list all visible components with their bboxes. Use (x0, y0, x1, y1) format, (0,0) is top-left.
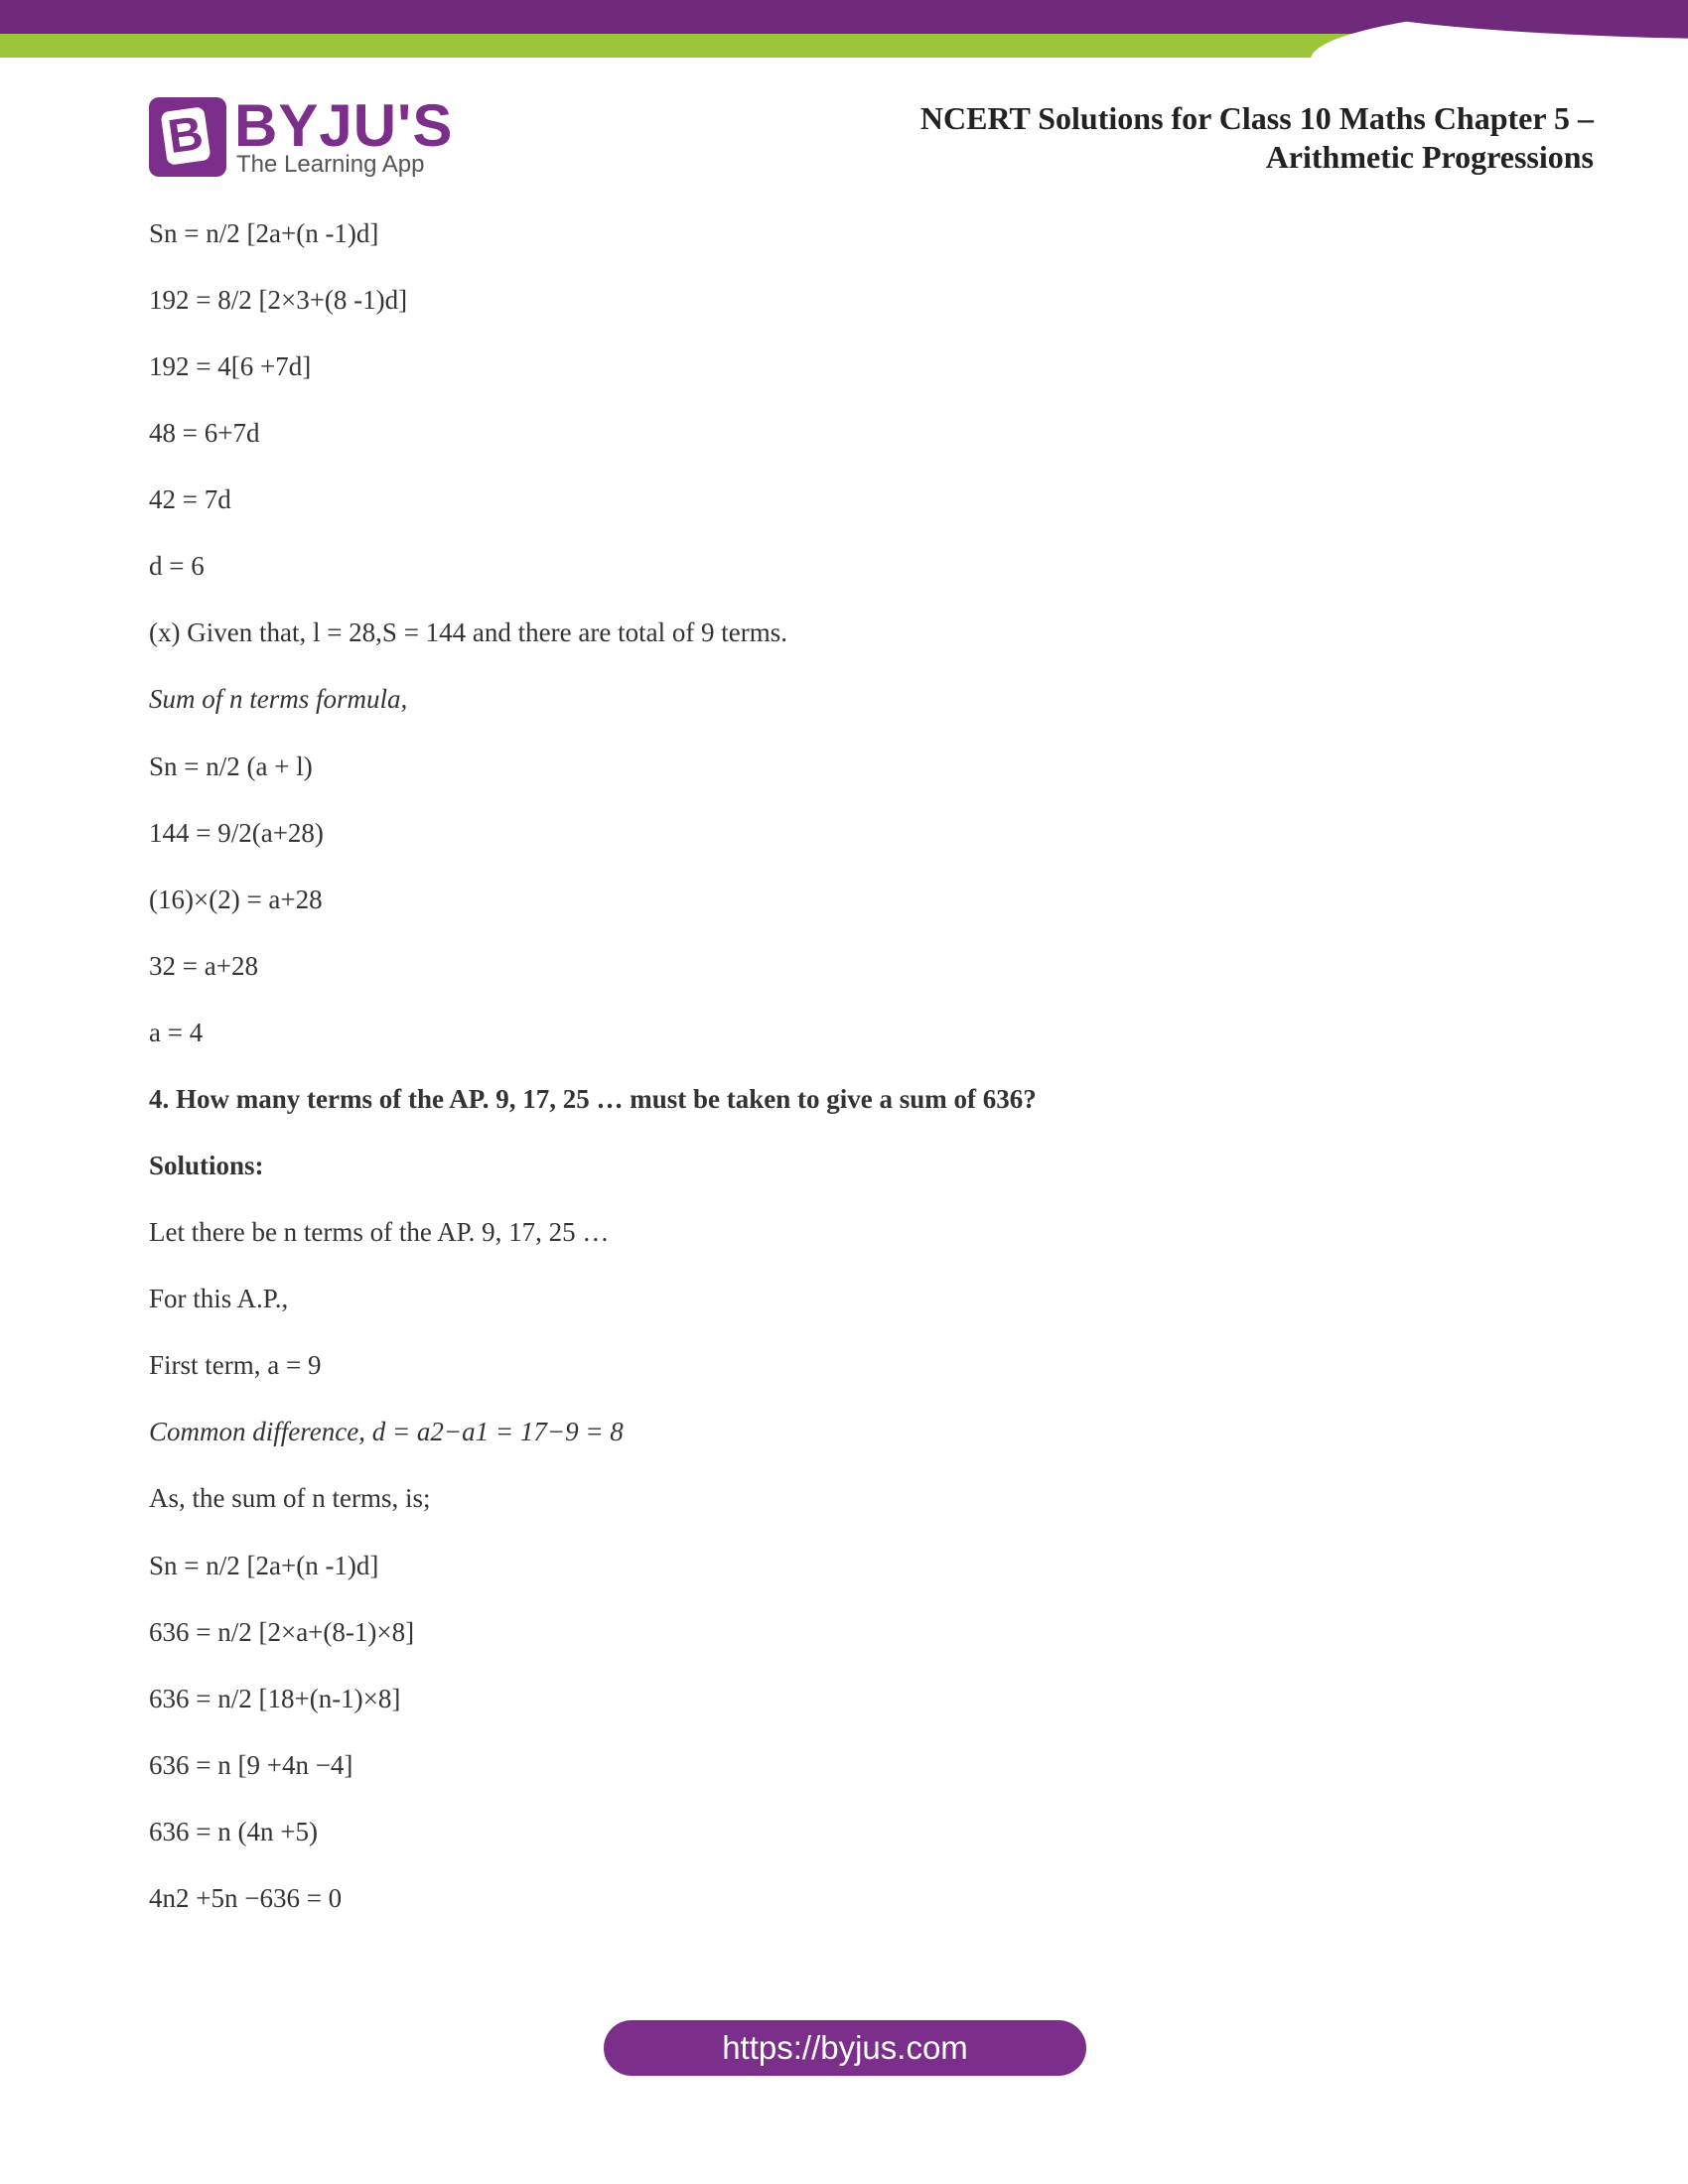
byjus-logo (149, 92, 454, 179)
logo-tagline: The Learning App (236, 151, 425, 178)
text-line: As, the sum of n terms, is; (149, 1483, 431, 1513)
formula-line: 192 = 4[6 +7d] (149, 351, 312, 381)
page-title (920, 99, 1594, 177)
page-title-line-1: NCERT Solutions for Class 10 Maths Chapter 5 – (919, 100, 1594, 136)
formula-line: 4n2 +5n −636 = 0 (149, 1883, 343, 1913)
text-line: Common difference, d = a2−a1 = 17−9 = 8 (149, 1417, 624, 1446)
logo-mark-icon (149, 97, 226, 177)
logo-letter: B (160, 106, 211, 166)
formula-line: 636 = n/2 [2×a+(8-1)×8] (149, 1617, 415, 1647)
formula-line: d = 6 (149, 551, 205, 581)
formula-line: 144 = 9/2(a+28) (149, 818, 324, 848)
footer-url-link[interactable]: https://byjus.com (604, 2020, 1086, 2076)
formula-line: Sn = n/2 [2a+(n -1)d] (149, 1551, 379, 1580)
text-line: For this A.P., (149, 1284, 289, 1313)
formula-line: (16)×(2) = a+28 (149, 885, 323, 914)
text-line: (x) Given that, l = 28,S = 144 and there are total of 9 terms. (149, 617, 788, 647)
solutions-heading: Solutions: (149, 1151, 264, 1180)
formula-line: Sn = n/2 (a + l) (149, 751, 313, 781)
formula-line: 42 = 7d (149, 484, 231, 514)
text-line: Sum of n terms formula, (149, 684, 408, 714)
formula-line: 192 = 8/2 [2×3+(8 -1)d] (149, 285, 408, 315)
formula-line: 32 = a+28 (149, 951, 258, 981)
formula-line: 636 = n/2 [18+(n-1)×8] (149, 1684, 401, 1713)
formula-line: 48 = 6+7d (149, 418, 260, 448)
formula-line: 636 = n [9 +4n −4] (149, 1750, 353, 1780)
formula-line: Sn = n/2 [2a+(n -1)d] (149, 218, 379, 248)
text-line: First term, a = 9 (149, 1350, 322, 1380)
formula-line: 636 = n (4n +5) (149, 1817, 318, 1846)
text-line: Let there be n terms of the AP. 9, 17, 25 … (149, 1217, 610, 1247)
formula-line: a = 4 (149, 1018, 204, 1047)
logo-name: BYJU'S (234, 92, 454, 159)
question-heading: 4. How many terms of the AP. 9, 17, 25 … must be taken to give a sum of 636? (149, 1084, 1037, 1114)
page-title-line-2: Arithmetic Progressions (1265, 139, 1594, 175)
